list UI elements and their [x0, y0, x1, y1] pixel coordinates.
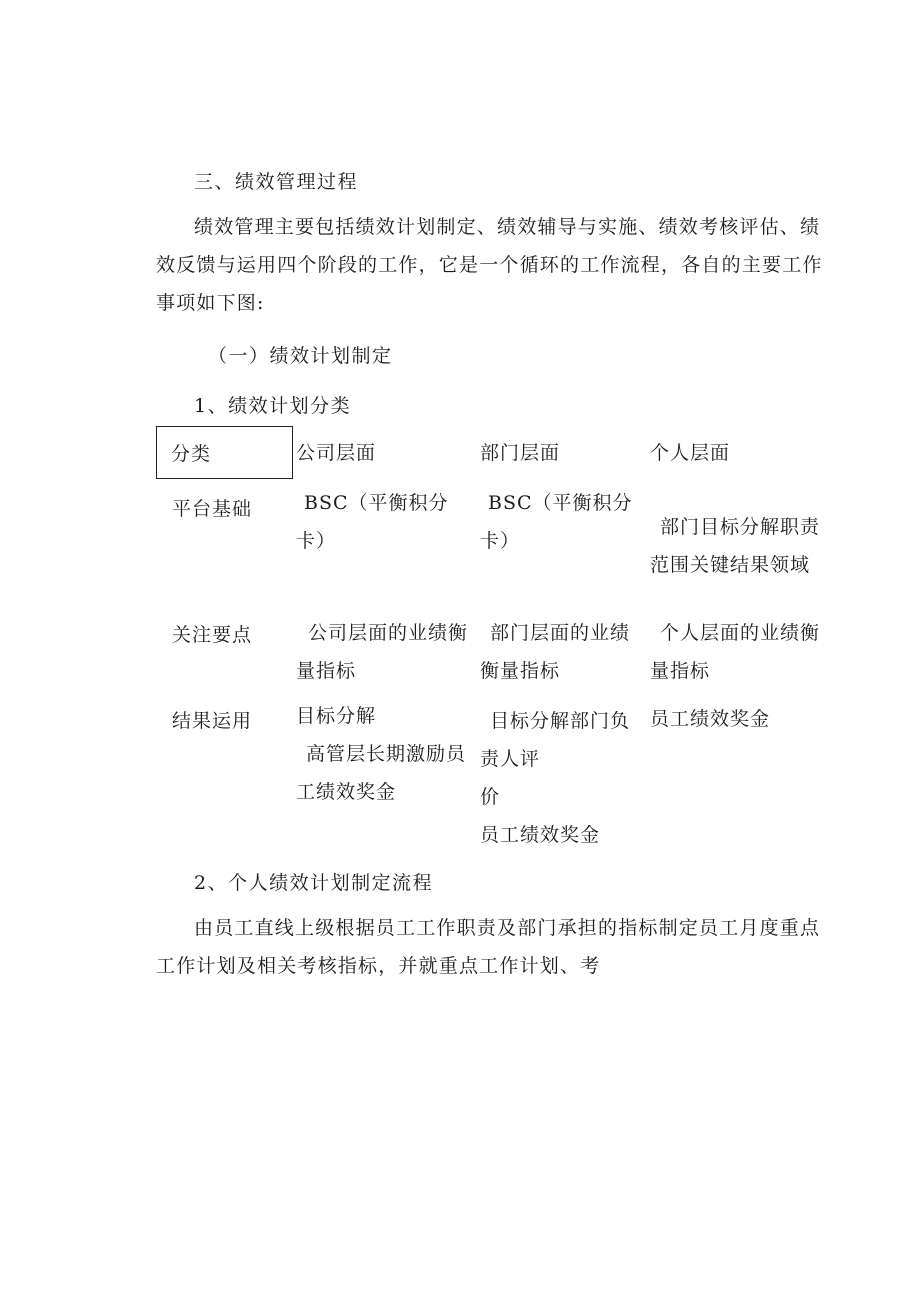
item2-line-1: 由员工直线上级根据员工工作职责及部门承担的指标制定员工月度重点: [194, 917, 821, 939]
intro-paragraph: [156, 208, 823, 322]
table-header-department: [480, 442, 560, 480]
table-cell-focus-company: [296, 622, 468, 698]
cell-line: 范围关键结果领域: [650, 554, 811, 576]
cell-line: 价: [480, 786, 501, 808]
row-label: 平台基础: [172, 498, 253, 520]
table-header-category-cell: [156, 426, 293, 479]
item2-heading: 2、个人绩效计划制定流程: [194, 872, 434, 894]
table-header-personal: [650, 442, 730, 480]
row-label: 结果运用: [172, 710, 253, 732]
cell-line: 衡量指标: [480, 660, 561, 682]
table-cell-platform-company: [296, 492, 449, 568]
item2-line-2: 工作计划及相关考核指标，并就重点工作计划、考: [156, 955, 601, 977]
table-header-category: 分类: [171, 443, 212, 465]
table-cell-focus-personal: [650, 622, 820, 698]
item1-heading: 1、绩效计划分类: [194, 395, 352, 417]
cell-line: 卡）: [296, 530, 337, 552]
cell-line: BSC（平衡积分: [304, 492, 449, 514]
cell-line: 工绩效奖金: [296, 781, 397, 803]
section-heading: 三、绩效管理过程: [194, 171, 359, 193]
cell-line: 部门目标分解职责: [660, 516, 821, 538]
table-cell-usage-department: [480, 710, 630, 862]
cell-line: 个人层面的业绩衡: [660, 622, 821, 644]
cell-line: 量指标: [296, 660, 357, 682]
intro-line-1: 绩效管理主要包括绩效计划制定、绩效辅导与实施、绩效考核评估、绩: [194, 216, 821, 238]
table-row-label-focus: [172, 624, 252, 662]
cell-line: 员工绩效奖金: [480, 824, 601, 846]
cell-line: 员工绩效奖金: [650, 708, 771, 730]
table-header-department-label: 部门层面: [480, 442, 561, 464]
table-cell-usage-personal: [650, 708, 770, 746]
table-cell-usage-company: [296, 705, 466, 819]
subsection-heading: （一）绩效计划制定: [208, 345, 393, 367]
table-row-label-platform: [172, 498, 252, 536]
item2-paragraph: [156, 909, 820, 985]
cell-line: 量指标: [650, 660, 711, 682]
intro-line-2: 效反馈与运用四个阶段的工作，它是一个循环的工作流程，各自的主要工作: [156, 254, 823, 276]
cell-line: 责人评: [480, 748, 541, 770]
cell-line: 目标分解部门负: [490, 710, 631, 732]
table-header-company-label: 公司层面: [296, 442, 377, 464]
table-cell-focus-department: [480, 622, 630, 698]
table-header-company: [296, 442, 376, 480]
cell-line: 卡）: [480, 530, 521, 552]
cell-line: 部门层面的业绩: [490, 622, 631, 644]
intro-line-3: 事项如下图:: [156, 292, 265, 314]
table-cell-platform-department: [480, 492, 633, 568]
cell-line: 公司层面的业绩衡: [308, 622, 469, 644]
row-label: 关注要点: [172, 624, 253, 646]
table-header-personal-label: 个人层面: [650, 442, 731, 464]
cell-line: 目标分解: [296, 705, 377, 727]
table-cell-platform-personal: [650, 516, 820, 592]
cell-line: 高管层长期激励员: [306, 743, 467, 765]
table-row-label-usage: [172, 710, 252, 748]
cell-line: BSC（平衡积分: [488, 492, 633, 514]
